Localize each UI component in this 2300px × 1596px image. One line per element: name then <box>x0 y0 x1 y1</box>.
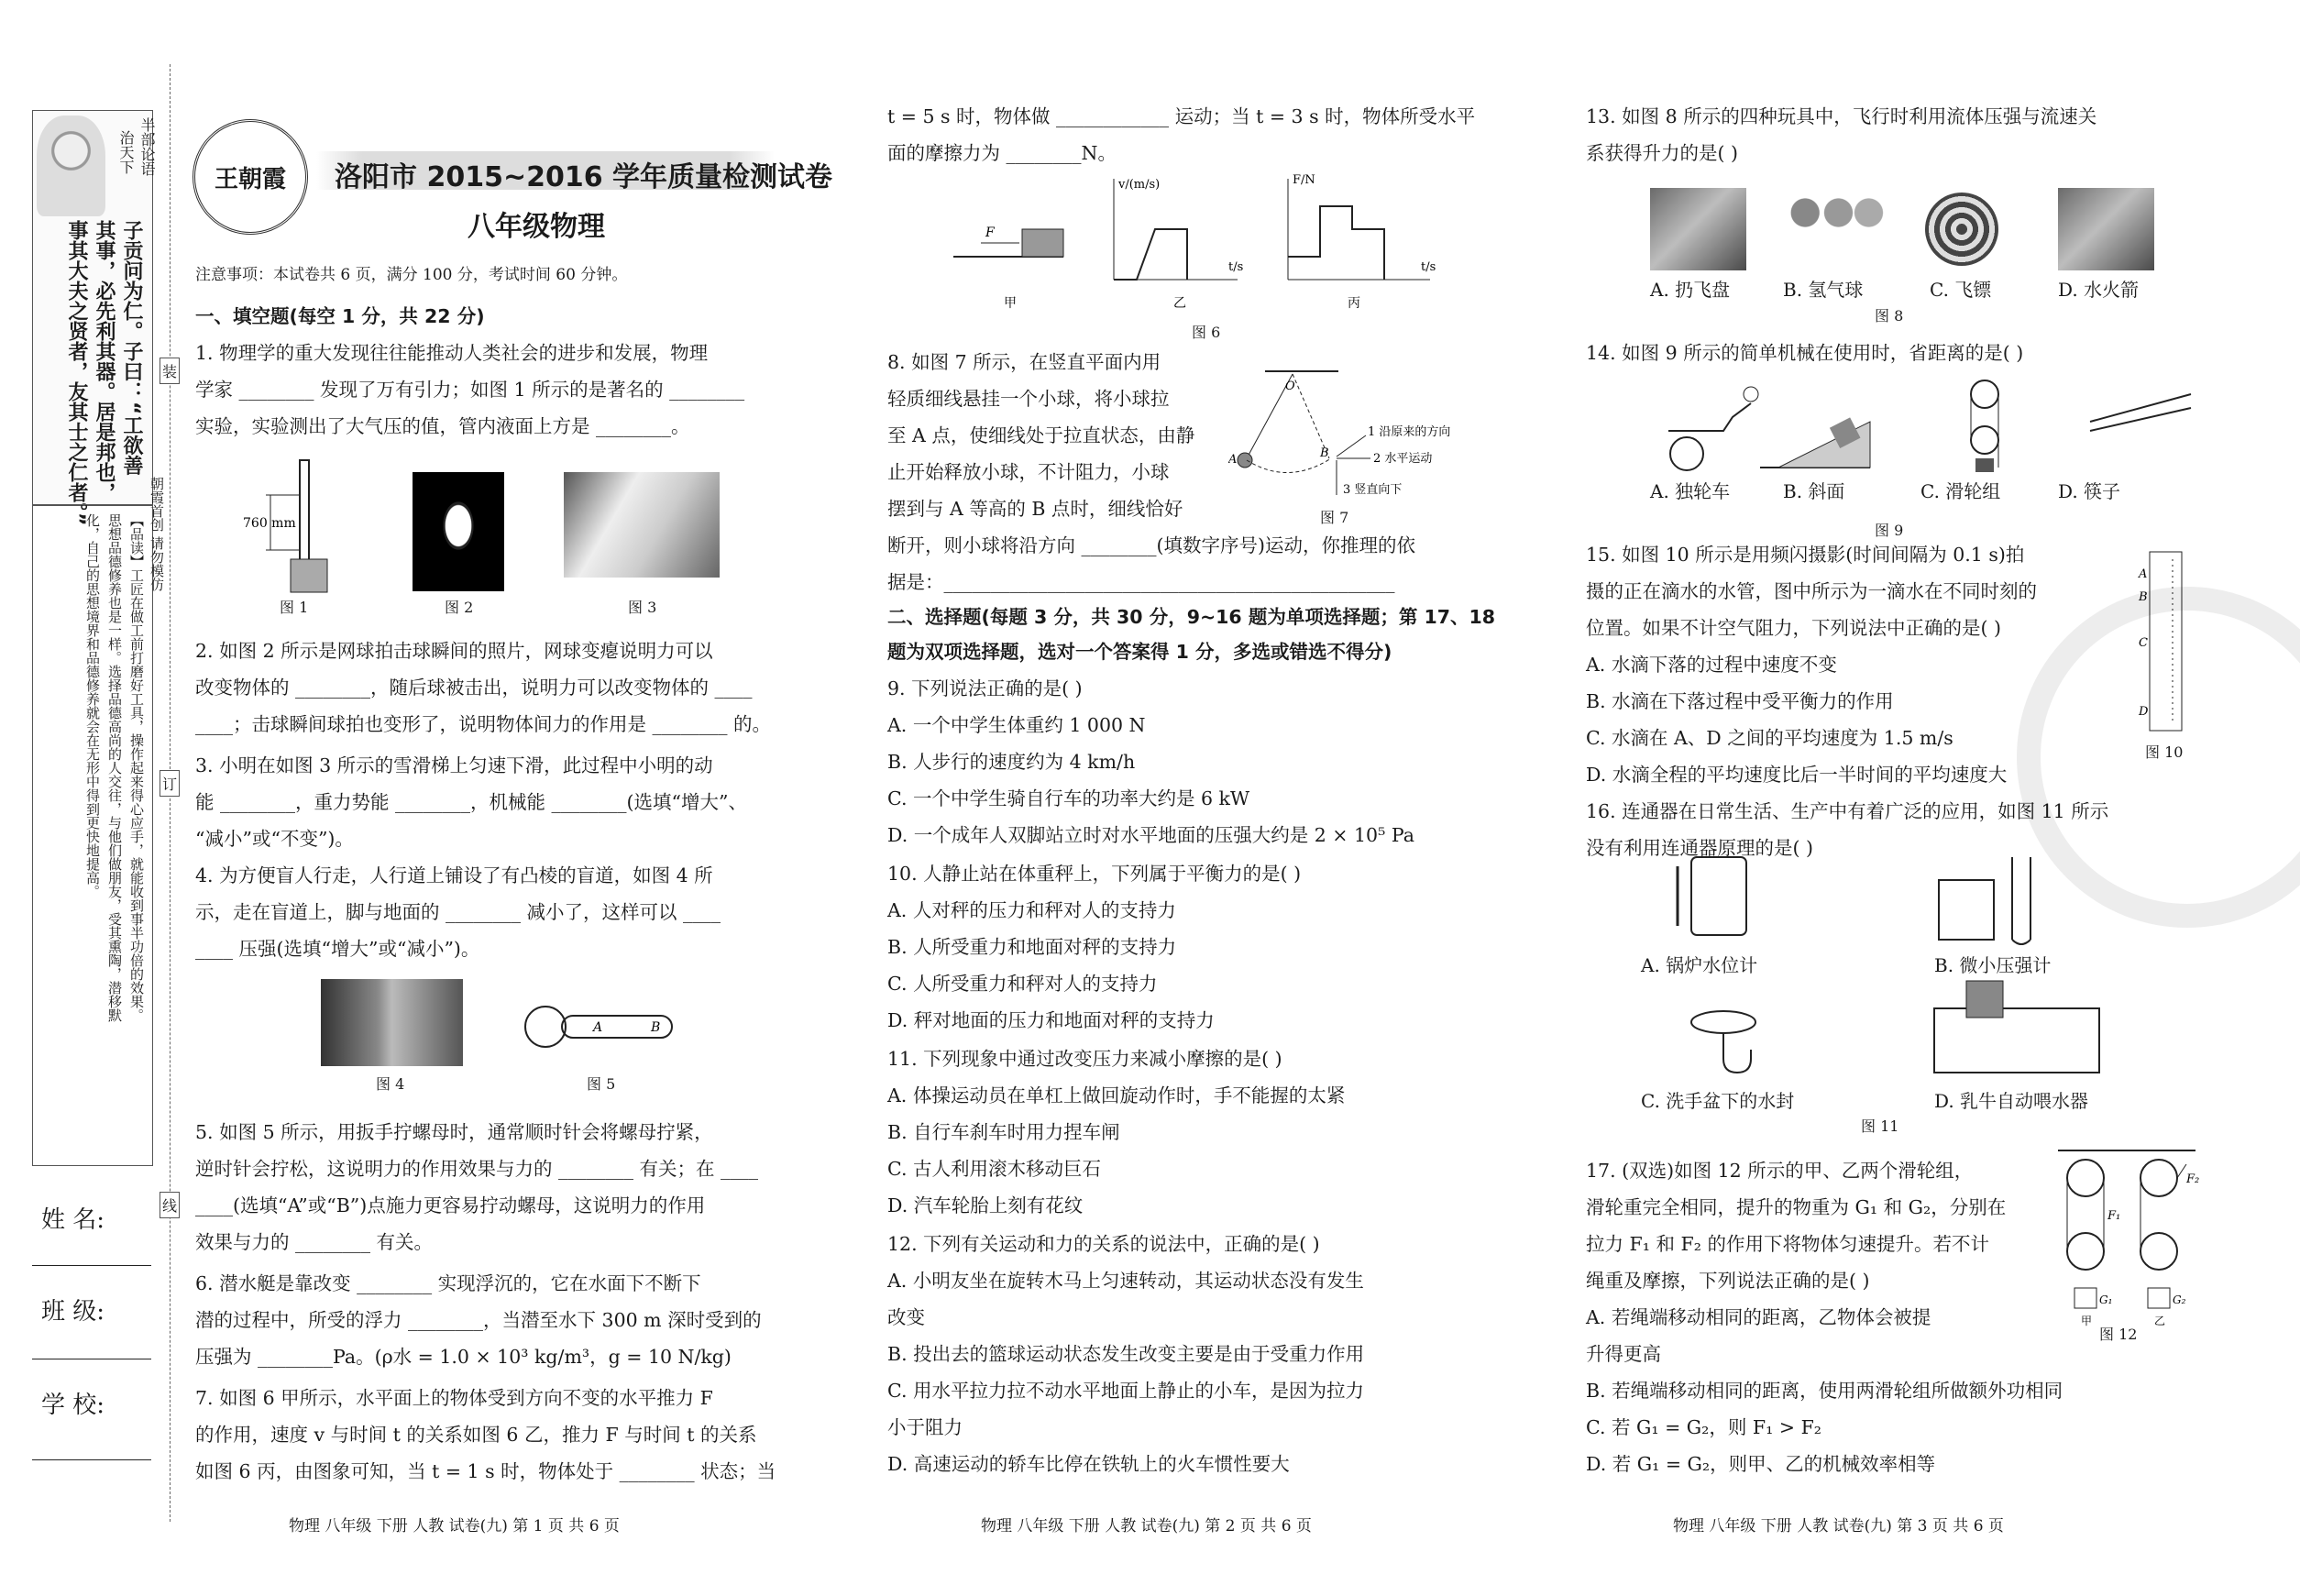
footer-page-3: 物理 八年级 下册 人教 试卷(九) 第 3 页 共 6 页 <box>1673 1517 2004 1535</box>
fig7-label-2: 2 水平运动 <box>1373 452 1433 466</box>
fig7-label-3: 3 竖直向下 <box>1343 483 1403 497</box>
exam-notice: 注意事项：本试卷共 6 页，满分 100 分，考试时间 60 分钟。 <box>195 266 628 284</box>
fig9-option-d: D. 筷子 <box>2058 480 2121 502</box>
col2-line: A. 小明友坐在旋转木马上匀速转动，其运动状态没有发生 <box>887 1270 1364 1292</box>
fig8-option-a: A. 扔飞盘 <box>1650 279 1731 301</box>
cut-line-label-2: 订 <box>160 770 180 797</box>
col1-line: 逆时针会拧松，这说明力的作用效果与力的 ________ 有关；在 ____ <box>195 1158 759 1180</box>
figure-4-caption: 图 4 <box>376 1075 405 1093</box>
col1-line: 改变物体的 ________，随后球被击出，说明力可以改变物体的 ____ <box>195 677 753 699</box>
figure-1-label: 760 mm <box>243 516 296 531</box>
fig11-option-b: B. 微小压强计 <box>1934 954 2052 976</box>
figure-9-caption: 图 9 <box>1875 522 1904 539</box>
col3-line: 绳重及摩擦，下列说法正确的是( ) <box>1586 1270 1870 1292</box>
fig6-b-label: 乙 <box>1173 296 1186 311</box>
figure-6-caption: 图 6 <box>1192 324 1221 341</box>
col2-line: 面的摩擦力为 ________N。 <box>887 142 1117 164</box>
fig6-v-axis: v/(m/s) <box>1118 178 1161 192</box>
fig8-option-c: C. 飞镖 <box>1930 279 1992 301</box>
fig10-label-a: A <box>2139 567 2148 581</box>
col2-line: 11. 下列现象中通过改变压力来减小摩擦的是( ) <box>887 1048 1282 1070</box>
fig7-label-b: B <box>1320 446 1329 460</box>
col1-line: 潜的过程中，所受的浮力 ________，当潜至水下 300 m 深时受到的 <box>195 1309 762 1331</box>
sidebar-commentary-3: 化，自己的思想境界和品德修养就会在无形中得到更快地提高。 <box>84 513 101 898</box>
footer-page-1: 物理 八年级 下册 人教 试卷(九) 第 1 页 共 6 页 <box>289 1517 620 1535</box>
col3-line: 17. (双选)如图 12 所示的甲、乙两个滑轮组， <box>1586 1160 1974 1182</box>
fig12-g1: G₁ <box>2099 1293 2113 1306</box>
col2-line: B. 投出去的篮球运动状态发生改变主要是由于受重力作用 <box>887 1343 1365 1365</box>
col3-line: A. 水滴下落的过程中速度不变 <box>1586 654 1837 676</box>
fig12-g2: G₂ <box>2173 1293 2186 1306</box>
figure-7-pendulum <box>1228 367 1503 513</box>
col2-line: 摆到与 A 等高的 B 点时，细线恰好 <box>887 498 1183 520</box>
name-label: 姓 名: <box>41 1206 105 1234</box>
sidebar-commentary-1: 【品读】工匠在做工前打磨好工具，操作起来得心应手，就能收到事半功倍的效果。 <box>128 513 145 1022</box>
svg-text:A: A <box>593 1020 603 1035</box>
col1-line: 能 ________，重力势能 ________，机械能 ________(选填“增大”、 <box>195 791 748 813</box>
figure-9-machines <box>1650 367 2200 477</box>
fig8-option-b: B. 氢气球 <box>1783 279 1864 301</box>
figure-5-wrench <box>518 990 683 1063</box>
sidebar-commentary-2: 思想品德修养也是一样。选择品德高尚的人交往，与他们做朋友，受其熏陶，潜移默 <box>106 513 123 1022</box>
col3-line: B. 若绳端移动相同的距离，使用两滑轮组所做额外功相同 <box>1586 1380 2063 1402</box>
page-subtitle: 八年级物理 <box>468 211 605 243</box>
figure-8-photo-c <box>1925 193 1998 266</box>
col2-line: 10. 人静止站在体重秤上，下列属于平衡力的是( ) <box>887 863 1302 885</box>
col3-line: A. 若绳端移动相同的距离，乙物体会被提 <box>1586 1306 1931 1328</box>
class-label: 班 级: <box>41 1298 105 1326</box>
figure-8-photo-a <box>1650 188 1746 270</box>
figure-11-caption: 图 11 <box>1861 1117 1899 1135</box>
col3-line: C. 若 G₁ = G₂，则 F₁ > F₂ <box>1586 1416 1822 1438</box>
col2-line: 至 A 点，使细线处于拉直状态，由静 <box>887 424 1195 446</box>
col2-line: 据是：________________________________________________ <box>887 571 1395 593</box>
col1-line: 5. 如图 5 所示，用扳手拧螺母时，通常顺时针会将螺母拧紧， <box>195 1121 713 1143</box>
logo <box>193 119 308 235</box>
col1-line: 实验，实验测出了大气压的值，管内液面上方是 ________。 <box>195 415 690 437</box>
fig6-c-label: 丙 <box>1348 296 1360 311</box>
fig12-f1: F₁ <box>2107 1209 2121 1223</box>
col2-line: C. 一个中学生骑自行车的功率大约是 6 kW <box>887 787 1250 809</box>
col2-line: 断开，则小球将沿方向 ________(填数字序号)运动，你推理的依 <box>887 534 1416 556</box>
sidebar <box>28 110 156 1503</box>
col1-line: 示，走在盲道上，脚与地面的 ________ 减小了，这样可以 ____ <box>195 901 721 923</box>
cut-line-label-1: 装 <box>160 358 180 384</box>
col2-line: 9. 下列说法正确的是( ) <box>887 677 1083 699</box>
fig8-option-d: D. 水火箭 <box>2058 279 2140 301</box>
school-input-line[interactable] <box>32 1459 151 1460</box>
col1-line: 3. 小明在如图 3 所示的雪滑梯上匀速下滑，此过程中小明的动 <box>195 754 713 776</box>
svg-text:B: B <box>651 1020 661 1035</box>
figure-3-caption: 图 3 <box>628 599 657 616</box>
figure-7-caption: 图 7 <box>1320 509 1349 526</box>
col3-line: 摄的正在滴水的水管，图中所示为一滴水在不同时刻的 <box>1586 580 2037 602</box>
figure-8-photo-b <box>1783 188 1884 270</box>
figure-6-b <box>1114 178 1243 311</box>
fig12-jia: 甲 <box>2081 1315 2093 1327</box>
col2-line: A. 体操运动员在单杠上做回旋动作时，手不能握的太紧 <box>887 1084 1346 1106</box>
col2-line: 12. 下列有关运动和力的关系的说法中，正确的是( ) <box>887 1233 1320 1255</box>
fig11-option-a: A. 锅炉水位计 <box>1641 954 1758 976</box>
col1-line: 如图 6 丙，由图象可知，当 t = 1 s 时，物体处于 ________ 状态；当 <box>195 1460 776 1482</box>
col1-line: “减小”或“不变”)。 <box>195 828 354 850</box>
col2-line: A. 一个中学生体重约 1 000 N <box>887 714 1146 736</box>
figure-1-caption: 图 1 <box>280 599 309 616</box>
sidebar-motto-1: 半部论语 <box>138 117 156 176</box>
col3-line: B. 水滴在下落过程中受平衡力的作用 <box>1586 690 1894 712</box>
figure-8-caption: 图 8 <box>1875 307 1904 325</box>
col3-line: 13. 如图 8 所示的四种玩具中，飞行时利用流体压强与流速关 <box>1586 105 2097 127</box>
copyright-note: 朝霞首创 请勿模仿 <box>149 477 165 591</box>
col3-line: 拉力 F₁ 和 F₂ 的作用下将物体匀速提升。若不计 <box>1586 1233 1989 1255</box>
col2-line: 题为双项选择题，选对一个答案得 1 分，多选或错选不得分) <box>887 641 1392 663</box>
col2-line: D. 高速运动的轿车比停在铁轨上的火车惯性要大 <box>887 1453 1290 1475</box>
col3-line: 系获得升力的是( ) <box>1586 142 1739 164</box>
sidebar-quote-3: 事其大夫之贤者，友其士之仁者。” <box>65 220 88 526</box>
col1-line: 7. 如图 6 甲所示，水平面上的物体受到方向不变的水平推力 F <box>195 1387 713 1409</box>
figure-5-caption: 图 5 <box>587 1075 616 1093</box>
col2-line: 8. 如图 7 所示，在竖直平面内用 <box>887 351 1161 373</box>
col1-line: 6. 潜水艇是靠改变 ________ 实现浮沉的，它在水面下不断下 <box>195 1272 701 1294</box>
col2-line: 轻质细线悬挂一个小球，将小球拉 <box>887 388 1170 410</box>
col2-line: 小于阻力 <box>887 1416 963 1438</box>
col3-line: 滑轮重完全相同，提升的物重为 G₁ 和 G₂，分别在 <box>1586 1196 2007 1218</box>
col2-line: 改变 <box>887 1306 925 1328</box>
col2-line: 二、选择题(每题 3 分，共 30 分，9~16 题为单项选择题；第 17、18 <box>887 606 1496 628</box>
fig9-option-a: A. 独轮车 <box>1650 480 1731 502</box>
fig9-option-c: C. 滑轮组 <box>1920 480 2001 502</box>
col3-line: 14. 如图 9 所示的简单机械在使用时，省距离的是( ) <box>1586 342 2024 364</box>
fig10-label-c: C <box>2139 636 2148 650</box>
figure-8-photo-d <box>2058 188 2154 270</box>
fig7-label-a: A <box>1228 453 1238 467</box>
fig7-label-o: O <box>1285 380 1295 393</box>
col3-line: 位置。如果不计空气阻力，下列说法中正确的是( ) <box>1586 617 2002 639</box>
fig6-t-axis-b: t/s <box>1228 260 1244 274</box>
col1-line: 4. 为方便盲人行走，人行道上铺设了有凸棱的盲道，如图 4 所 <box>195 864 713 886</box>
figure-10-caption: 图 10 <box>2145 743 2184 761</box>
footer-page-2: 物理 八年级 下册 人教 试卷(九) 第 2 页 共 6 页 <box>981 1517 1312 1535</box>
fig6-a-label: 甲 <box>1004 296 1017 311</box>
figure-3-photo <box>564 472 720 578</box>
col3-line: D. 水滴全程的平均速度比后一半时间的平均速度大 <box>1586 764 2008 786</box>
figure-12-caption: 图 12 <box>2099 1326 2138 1343</box>
sidebar-quote-1: 子贡问为仁。子曰：“工欲善 <box>120 220 143 476</box>
col1-line: 的作用，速度 v 与时间 t 的关系如图 6 乙，推力 F 与时间 t 的关系 <box>195 1424 757 1446</box>
name-input-line[interactable] <box>32 1265 151 1266</box>
col2-line: t = 5 s 时，物体做 ____________ 运动；当 t = 3 s 时，物体所受水平 <box>887 105 1476 127</box>
figure-1-barometer <box>243 458 344 596</box>
figure-2-photo <box>413 472 504 591</box>
col1-line: ____；击球瞬间球拍也变形了，说明物体间力的作用是 ________ 的。 <box>195 713 772 735</box>
col2-line: D. 汽车轮胎上刻有花纹 <box>887 1194 1084 1216</box>
logo-text: 王朝霞 <box>214 165 286 193</box>
col3-line: C. 水滴在 A、D 之间的平均速度为 1.5 m/s <box>1586 727 1953 749</box>
col2-line: 止开始释放小球，不计阻力，小球 <box>887 461 1170 483</box>
col2-line: B. 人步行的速度约为 4 km/h <box>887 751 1136 773</box>
col1-line: 效果与力的 ________ 有关。 <box>195 1231 434 1253</box>
figure-12-pulleys <box>2049 1146 2205 1329</box>
fig6-t-axis-c: t/s <box>1421 260 1436 274</box>
fig12-yi: 乙 <box>2154 1315 2166 1327</box>
figure-4-photo <box>321 979 463 1066</box>
col3-line: D. 若 G₁ = G₂，则甲、乙的机械效率相等 <box>1586 1453 1936 1475</box>
col2-line: A. 人对秤的压力和秤对人的支持力 <box>887 899 1176 921</box>
fig7-label-1: 1 沿原来的方向 <box>1368 425 1451 439</box>
sidebar-motto-2: 治天下 <box>117 130 135 174</box>
fig11-option-c: C. 洗手盆下的水封 <box>1641 1090 1795 1112</box>
col1-line: 2. 如图 2 所示是网球拍击球瞬间的照片，网球变瘪说明力可以 <box>195 640 713 662</box>
figure-6-c <box>1288 173 1436 311</box>
school-label: 学 校: <box>41 1392 105 1419</box>
sidebar-quote-2: 其事，必先利其器。居是邦也， <box>93 220 116 502</box>
col2-line: D. 一个成年人双脚站立时对水平地面的压强大约是 2 × 10⁵ Pa <box>887 824 1414 846</box>
col2-line: B. 自行车刹车时用力捏车闸 <box>887 1121 1120 1143</box>
col1-line: ____(选填“A”或“B”)点施力更容易拧动螺母，这说明力的作用 <box>195 1194 706 1216</box>
col3-line: 没有利用连通器原理的是( ) <box>1586 837 1814 859</box>
cut-line-label-3: 线 <box>160 1192 180 1218</box>
col1-line: 1. 物理学的重大发现往往能推动人类社会的进步和发展，物理 <box>195 342 709 364</box>
fig11-option-d: D. 乳牛自动喂水器 <box>1934 1090 2089 1112</box>
sidebar-avatar <box>37 116 105 216</box>
figure-6-a <box>953 226 1063 311</box>
svg-text:F: F <box>985 226 995 240</box>
fig9-option-b: B. 斜面 <box>1783 480 1845 502</box>
col2-line: B. 人所受重力和地面对秤的支持力 <box>887 936 1177 958</box>
col2-line: C. 人所受重力和秤对人的支持力 <box>887 973 1158 995</box>
fig10-label-d: D <box>2139 705 2149 719</box>
figure-2-caption: 图 2 <box>445 599 474 616</box>
col1-line: 压强为 ________Pa。(ρ水 = 1.0 × 10³ kg/m³，g = 10 N/kg) <box>195 1346 732 1368</box>
figure-6-graphs <box>953 170 1448 335</box>
col2-line: D. 秤对地面的压力和地面对秤的支持力 <box>887 1009 1215 1031</box>
col1-line: 一、填空题(每空 1 分，共 22 分) <box>195 305 485 327</box>
fig6-F-axis: F/N <box>1293 173 1315 187</box>
col2-line: C. 用水平拉力拉不动水平地面上静止的小车，是因为拉力 <box>887 1380 1364 1402</box>
col2-line: C. 古人利用滚木移动巨石 <box>887 1158 1101 1180</box>
col1-line: ____ 压强(选填“增大”或“减小”)。 <box>195 938 480 960</box>
fig10-label-b: B <box>2139 590 2148 604</box>
col3-line: 16. 连通器在日常生活、生产中有着广泛的应用，如图 11 所示 <box>1586 800 2109 822</box>
col3-line: 15. 如图 10 所示是用频闪摄影(时间间隔为 0.1 s)拍 <box>1586 544 2025 566</box>
page-title: 洛阳市 2015~2016 学年质量检测试卷 <box>335 161 833 193</box>
col1-line: 学家 ________ 发现了万有引力；如图 1 所示的是著名的 ________ <box>195 379 745 401</box>
col3-line: 升得更高 <box>1586 1343 1661 1365</box>
fig12-f2: F₂ <box>2186 1172 2200 1186</box>
